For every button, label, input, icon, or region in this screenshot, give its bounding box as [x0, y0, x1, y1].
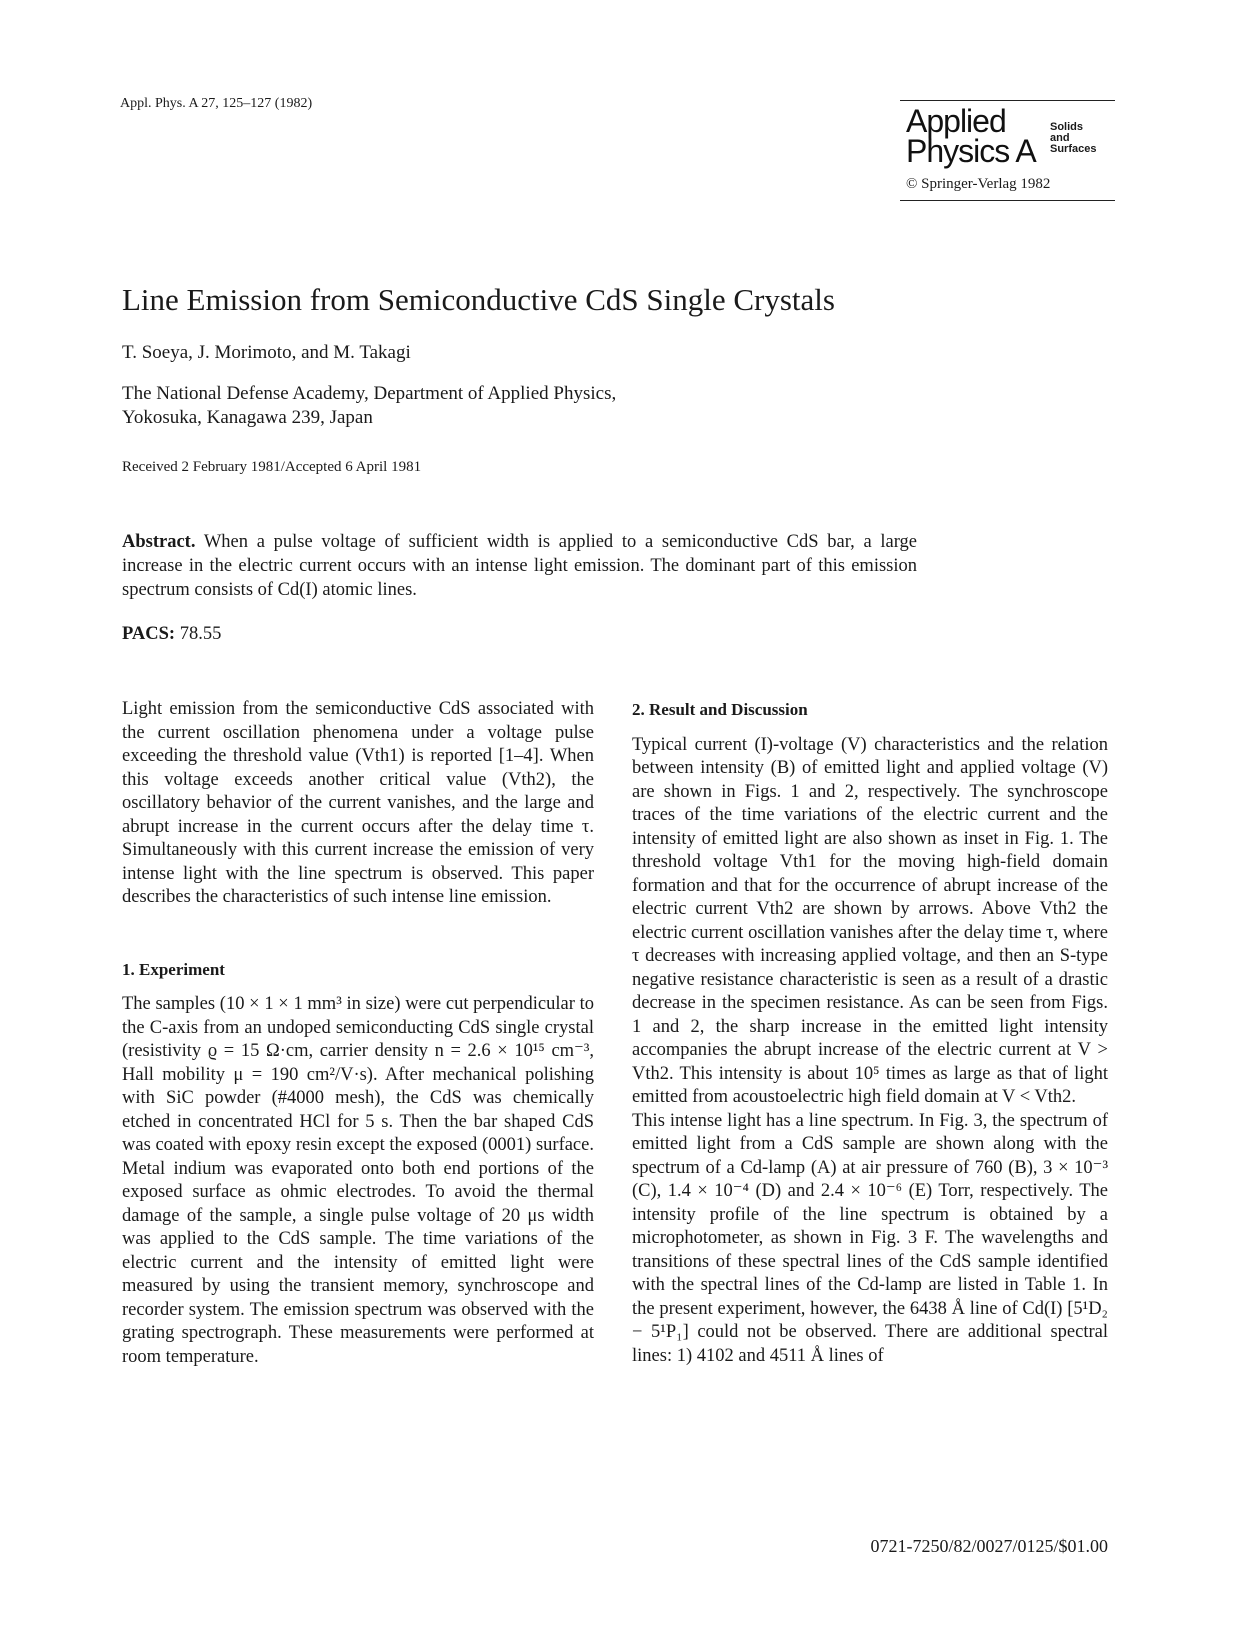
section-1-heading: 1. Experiment [122, 959, 225, 979]
received-date: Received 2 February 1981/Accepted 6 April 1981 [122, 459, 422, 475]
section-2-heading: 2. Result and Discussion [632, 700, 808, 719]
authors: T. Soeya, J. Morimoto, and M. Takagi [122, 342, 411, 363]
pacs [122, 624, 221, 645]
left-column [122, 698, 594, 1369]
journal-name [906, 103, 1036, 169]
right-column [632, 698, 1108, 1368]
journal-section-line2: and [1050, 132, 1070, 144]
affiliation-line2: Yokosuka, Kanagawa 239, Japan [122, 407, 373, 428]
journal-citation: Appl. Phys. A 27, 125–127 (1982) [120, 96, 313, 111]
footer-code: 0721-7250/82/0027/0125/$01.00 [870, 1536, 1108, 1556]
section-1-paragraph: The samples (10 × 1 × 1 mm³ in size) were cut perpendicular to the C-axis from an undoped semiconducting CdS single crystal (resistivity ϱ = 15 Ω·cm, carrier density n = 2.6 × 10¹⁵ cm⁻³, Hall mobility μ = 190 cm²/V·s). After mechanical polishing with SiC powder (#4000 mesh), the CdS was chemically etched in concentrated HCl for 5 s. Then the bar shaped CdS was coated with epoxy resin except the exposed (0001) surface. Metal indium was evaporated onto both end portions of the exposed surface as ohmic electrodes. To avoid the thermal damage of the sample, a single pulse voltage of 20 μs width was applied to the CdS sample. The time variations of the electric current and the intensity of emitted light were measured by using the transient memory, synchroscope and recorder system. The emission spectrum was observed with the grating spectrograph. These measurements were performed at room temperature. [122, 994, 594, 1367]
affiliation-line1: The National Defense Academy, Department of Applied Physics, [122, 383, 617, 404]
logo-bottom-rule [900, 200, 1115, 201]
pacs-label: PACS: [122, 624, 176, 644]
abstract-text: When a pulse voltage of sufficient width is applied to a semiconductive CdS bar, a large increase in the electric current occurs with an intense light emission. The dominant part of this emission spectrum consists of Cd(I) atomic lines. [122, 532, 917, 600]
article-title: Line Emission from Semiconductive CdS Single Crystals [122, 282, 835, 317]
journal-section-line3: Surfaces [1050, 143, 1097, 155]
pacs-value: 78.55 [179, 624, 222, 644]
abstract [122, 530, 917, 602]
section-2-paragraph-1: Typical current (I)-voltage (V) characteristics and the relation between intensity (B) of emitted light and applied voltage (V) are shown in Figs. 1 and 2, respectively. The synchroscope traces of the time variations of the electric current and the intensity of emitted light are also shown as inset in Fig. 1. The threshold voltage Vth1 for the moving high-field domain formation and that for the occurrence of abrupt increase of the electric current Vth2 are shown by arrows. Above Vth2 the electric current oscillation vanishes after the delay time τ, where τ decreases with increasing applied voltage, and then an S-type negative resistance characteristic is seen as a result of a drastic decrease in the specimen resistance. As can be seen from Figs. 1 and 2, the sharp increase in the emitted light intensity accompanies the abrupt increase of the electric current at V > Vth2. This intensity is about 10⁵ times as large as that of light emitted from acoustoelectric high field domain at V < Vth2. [632, 734, 1108, 1107]
journal-section [1050, 122, 1096, 155]
affiliation [122, 382, 616, 430]
intro-paragraph: Light emission from the semiconductive CdS associated with the current oscillation phenomena under a voltage pulse exceeding the threshold value (Vth1) is reported [1–4]. When this voltage exceeds another critical value (Vth2), the oscillatory behavior of the current vanishes, and the large and abrupt increase in the current occurs after the delay time τ. Simultaneously with this current increase the emission of very intense light with the line spectrum is observed. This paper describes the characteristics of such intense line emission. [122, 699, 594, 907]
copyright: © Springer-Verlag 1982 [906, 176, 1051, 192]
logo-top-rule [900, 100, 1115, 101]
journal-name-line1: Applied [906, 103, 1006, 139]
section-2-paragraph-2: This intense light has a line spectrum. In Fig. 3, the spectrum of emitted light from a CdS sample are shown along with the spectrum of a Cd-lamp (A) at air pressure of 760 (B), 3 × 10⁻³ (C), 1.4 × 10⁻⁴ (D) and 2.4 × 10⁻⁶ (E) Torr, respectively. The intensity profile of the line spectrum is obtained by a microphotometer, as shown in Fig. 3 F. The wavelengths and transitions of these spectral lines of the CdS sample identified with the spectral lines of the Cd-lamp are listed in Table 1. In the present experiment, however, the 6438 Å line of Cd(I) [5¹D₂ − 5¹P₁] could not be observed. There are additional spectral lines: 1) 4102 and 4511 Å lines of [632, 1110, 1108, 1366]
abstract-label: Abstract. [122, 532, 196, 552]
journal-section-line1: Solids [1050, 121, 1084, 133]
journal-name-line2: Physics A [906, 133, 1036, 169]
